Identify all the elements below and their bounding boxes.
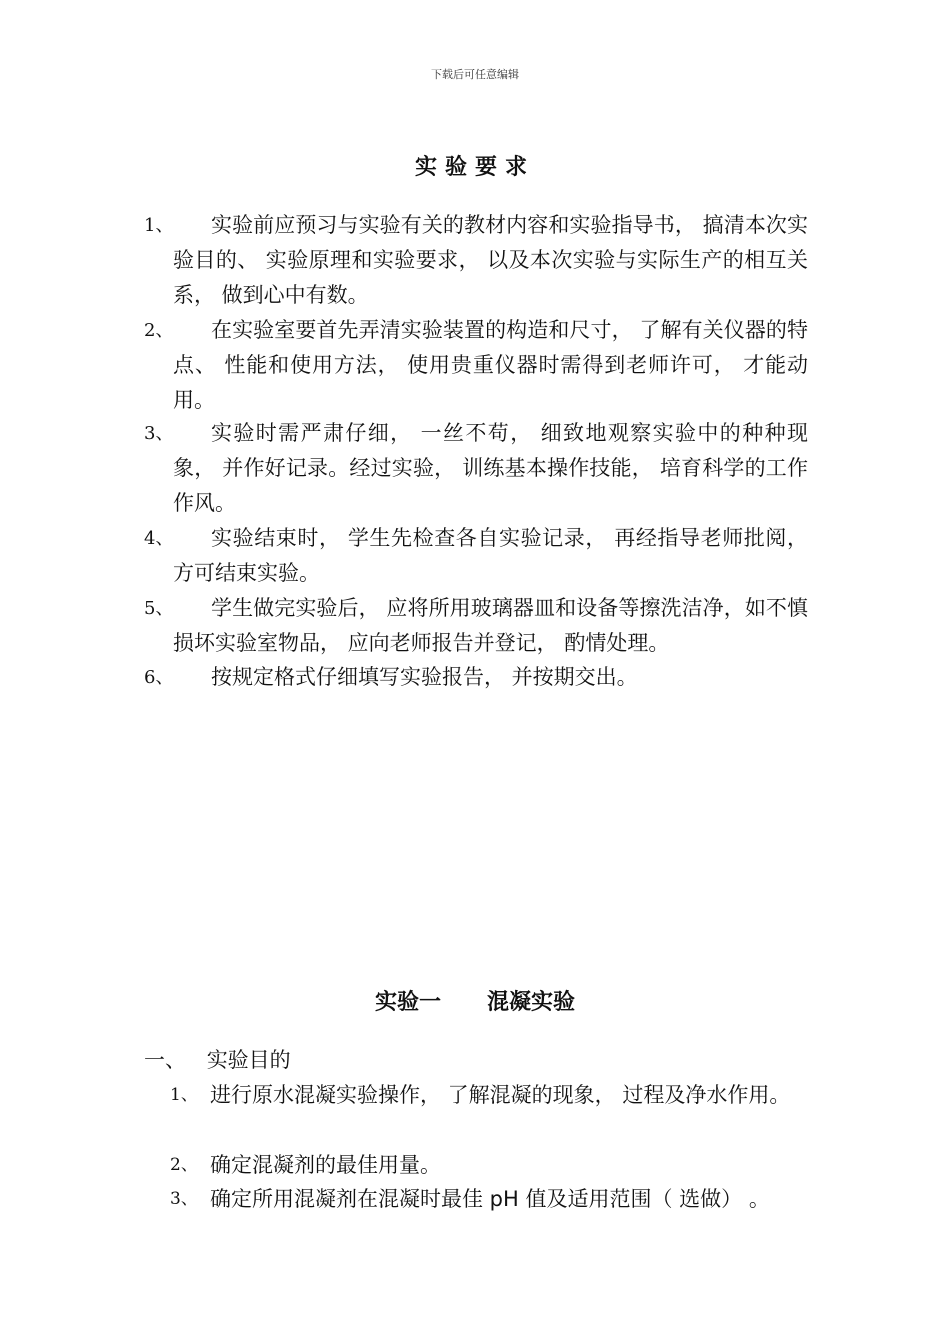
item-number: 3、	[144, 423, 174, 444]
item-text: 确定混凝剂的最佳用量。	[210, 1153, 441, 1177]
item-text: 确定所用混凝剂在混凝时最佳 pH 值及适用范围（ 选做） 。	[210, 1187, 770, 1211]
requirement-item-2	[144, 313, 808, 418]
item-text: 在实验室要首先弄清实验装置的构造和尺寸， 了解有关仪器的特点、 性能和使用方法， 使用贵重仪器时需得到老师许可， 才能动用。	[173, 318, 808, 412]
section-number: 一、	[144, 1048, 186, 1072]
requirement-item-6	[144, 660, 808, 695]
item-number: 3、	[170, 1189, 198, 1209]
page-header: 下载后可任意编辑	[431, 68, 519, 81]
item-text: 实验前应预习与实验有关的教材内容和实验指导书， 搞清本次实验目的、 实验原理和实验要求， 以及本次实验与实际生产的相互关系， 做到心中有数。	[173, 213, 808, 307]
item-number: 2、	[144, 320, 174, 341]
requirement-item-5	[144, 591, 808, 661]
section-title: 实验目的	[206, 1048, 291, 1072]
item-number: 6、	[144, 667, 174, 688]
requirements-title: 实验要求	[414, 155, 535, 180]
experiment-title	[0, 985, 950, 1016]
objective-item-3	[170, 1182, 808, 1216]
objective-item-1	[170, 1078, 808, 1112]
item-text: 按规定格式仔细填写实验报告， 并按期交出。	[211, 665, 638, 689]
requirement-item-3	[144, 416, 808, 521]
item-text: 实验结束时， 学生先检查各自实验记录， 再经指导老师批阅， 方可结束实验。	[173, 526, 808, 585]
objective-item-2	[170, 1148, 808, 1182]
requirement-item-4	[144, 521, 808, 591]
section-heading	[144, 1043, 291, 1077]
item-number: 2、	[170, 1155, 198, 1175]
item-number: 1、	[144, 215, 174, 236]
item-text: 实验时需严肃仔细， 一丝不苟， 细致地观察实验中的种种现象， 并作好记录。经过实验， 训练基本操作技能， 培育科学的工作作风。	[173, 421, 808, 515]
item-number: 1、	[170, 1085, 198, 1105]
item-text: 学生做完实验后， 应将所用玻璃器皿和设备等擦洗洁净，如不慎损坏实验室物品， 应向老师报告并登记， 酌情处理。	[173, 596, 808, 655]
experiment-name: 混凝实验	[487, 990, 576, 1015]
item-number: 5、	[144, 598, 174, 619]
item-number: 4、	[144, 528, 174, 549]
item-text: 进行原水混凝实验操作， 了解混凝的现象， 过程及净水作用。	[210, 1083, 791, 1107]
requirement-item-1	[144, 208, 808, 313]
experiment-number: 实验一	[374, 990, 441, 1015]
